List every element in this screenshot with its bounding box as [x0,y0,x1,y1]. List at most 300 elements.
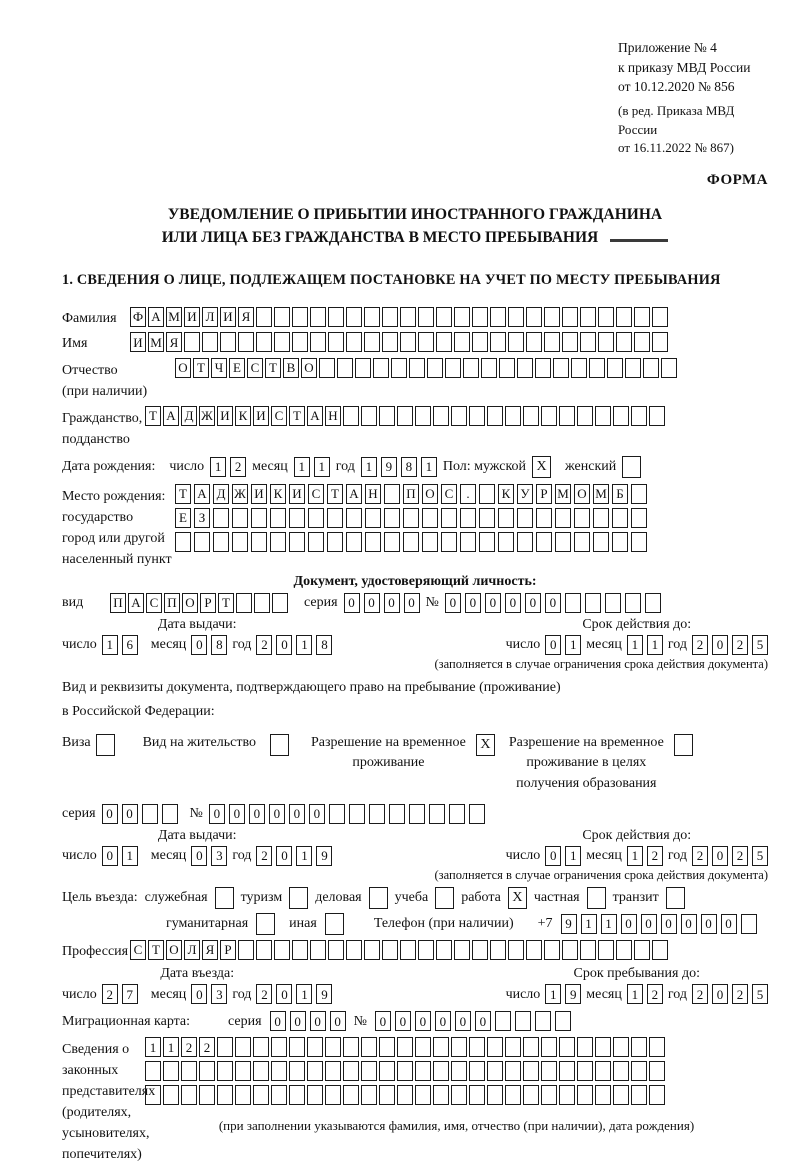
char-cell[interactable] [361,406,377,426]
char-cell[interactable] [487,1085,503,1105]
char-cell[interactable] [544,307,560,327]
char-cell[interactable]: 0 [375,1011,391,1031]
char-cell[interactable]: 0 [712,846,728,866]
phone-cells[interactable] [561,914,757,934]
char-cell[interactable] [349,804,365,824]
char-cell[interactable] [577,406,593,426]
char-cell[interactable] [449,804,465,824]
char-cell[interactable]: О [182,593,198,613]
char-cell[interactable] [346,508,362,528]
char-cell[interactable]: С [130,940,146,960]
char-cell[interactable]: Т [145,406,161,426]
char-cell[interactable] [384,484,400,504]
char-cell[interactable] [308,532,324,552]
char-cell[interactable] [487,1061,503,1081]
char-cell[interactable]: У [517,484,533,504]
char-cell[interactable] [631,508,647,528]
char-cell[interactable]: 2 [732,635,748,655]
purpose-work-checkbox[interactable]: X [508,887,527,909]
char-cell[interactable]: О [301,358,317,378]
char-cell[interactable] [523,1061,539,1081]
char-cell[interactable] [379,1085,395,1105]
char-cell[interactable] [460,508,476,528]
char-cell[interactable]: З [194,508,210,528]
char-cell[interactable]: 0 [191,635,207,655]
char-cell[interactable]: К [235,406,251,426]
char-cell[interactable] [346,307,362,327]
char-cell[interactable] [526,940,542,960]
char-cell[interactable]: И [289,484,305,504]
char-cell[interactable] [498,508,514,528]
char-cell[interactable] [505,406,521,426]
purpose-tourism-checkbox[interactable] [289,887,308,909]
char-cell[interactable]: Я [238,307,254,327]
birth-month-cells[interactable] [294,457,330,477]
residence-expiry-month-cells[interactable] [627,846,663,866]
char-cell[interactable] [451,1061,467,1081]
char-cell[interactable] [271,1085,287,1105]
char-cell[interactable] [469,406,485,426]
char-cell[interactable] [499,358,515,378]
char-cell[interactable]: Я [166,332,182,352]
char-cell[interactable] [580,307,596,327]
char-cell[interactable] [163,1085,179,1105]
char-cell[interactable]: 1 [647,635,663,655]
char-cell[interactable]: 0 [525,593,541,613]
char-cell[interactable]: 0 [435,1011,451,1031]
char-cell[interactable] [577,1085,593,1105]
representatives-cells-row1[interactable] [145,1037,768,1057]
char-cell[interactable] [271,1037,287,1057]
char-cell[interactable] [346,532,362,552]
char-cell[interactable]: 1 [296,635,312,655]
char-cell[interactable] [523,406,539,426]
char-cell[interactable] [498,532,514,552]
char-cell[interactable] [479,484,495,504]
char-cell[interactable]: И [220,307,236,327]
char-cell[interactable] [361,1061,377,1081]
char-cell[interactable]: Т [289,406,305,426]
char-cell[interactable] [574,532,590,552]
char-cell[interactable] [479,532,495,552]
char-cell[interactable] [145,1085,161,1105]
char-cell[interactable] [517,508,533,528]
char-cell[interactable] [553,358,569,378]
char-cell[interactable] [292,940,308,960]
char-cell[interactable] [391,358,407,378]
char-cell[interactable] [364,332,380,352]
char-cell[interactable]: 9 [316,984,332,1004]
char-cell[interactable] [365,532,381,552]
char-cell[interactable] [490,307,506,327]
char-cell[interactable] [613,1061,629,1081]
char-cell[interactable]: М [148,332,164,352]
char-cell[interactable]: Е [229,358,245,378]
char-cell[interactable] [235,1061,251,1081]
char-cell[interactable]: 0 [465,593,481,613]
char-cell[interactable]: 0 [209,804,225,824]
char-cell[interactable] [433,406,449,426]
sex-female-checkbox[interactable] [622,456,641,478]
char-cell[interactable]: 8 [401,457,417,477]
stay-year-cells[interactable] [692,984,768,1004]
char-cell[interactable] [213,532,229,552]
char-cell[interactable] [577,1037,593,1057]
doc-series-cells[interactable] [344,593,420,613]
char-cell[interactable] [505,1061,521,1081]
char-cell[interactable]: 0 [364,593,380,613]
identity-expiry-year-cells[interactable] [692,635,768,655]
char-cell[interactable] [505,1085,521,1105]
char-cell[interactable]: 0 [122,804,138,824]
char-cell[interactable] [369,804,385,824]
char-cell[interactable] [272,593,288,613]
char-cell[interactable]: 0 [191,846,207,866]
char-cell[interactable] [555,1011,571,1031]
char-cell[interactable]: 1 [296,846,312,866]
char-cell[interactable] [162,804,178,824]
char-cell[interactable]: А [163,406,179,426]
char-cell[interactable] [202,332,218,352]
char-cell[interactable] [274,332,290,352]
char-cell[interactable]: О [422,484,438,504]
char-cell[interactable] [643,358,659,378]
char-cell[interactable] [631,406,647,426]
char-cell[interactable]: 8 [211,635,227,655]
char-cell[interactable] [307,1061,323,1081]
char-cell[interactable]: 1 [163,1037,179,1057]
char-cell[interactable]: 2 [647,984,663,1004]
char-cell[interactable]: 0 [395,1011,411,1031]
char-cell[interactable]: 0 [721,914,737,934]
char-cell[interactable] [652,332,668,352]
char-cell[interactable]: Л [184,940,200,960]
char-cell[interactable] [487,406,503,426]
char-cell[interactable] [536,508,552,528]
sex-male-checkbox[interactable]: X [532,456,551,478]
char-cell[interactable]: 0 [475,1011,491,1031]
char-cell[interactable] [562,332,578,352]
char-cell[interactable]: 0 [621,914,637,934]
char-cell[interactable] [661,358,677,378]
char-cell[interactable]: 0 [415,1011,431,1031]
char-cell[interactable] [593,532,609,552]
stay-month-cells[interactable] [627,984,663,1004]
char-cell[interactable]: 5 [752,984,768,1004]
char-cell[interactable] [436,307,452,327]
char-cell[interactable] [541,1037,557,1057]
char-cell[interactable] [544,940,560,960]
char-cell[interactable] [445,358,461,378]
char-cell[interactable]: 0 [485,593,501,613]
char-cell[interactable]: М [555,484,571,504]
char-cell[interactable] [181,1061,197,1081]
char-cell[interactable] [253,1061,269,1081]
char-cell[interactable]: 0 [269,804,285,824]
char-cell[interactable] [580,332,596,352]
char-cell[interactable] [612,532,628,552]
char-cell[interactable] [612,508,628,528]
char-cell[interactable] [649,1085,665,1105]
char-cell[interactable] [397,1085,413,1105]
char-cell[interactable] [308,508,324,528]
char-cell[interactable]: 1 [627,984,643,1004]
char-cell[interactable] [472,307,488,327]
purpose-private-checkbox[interactable] [587,887,606,909]
char-cell[interactable] [329,804,345,824]
char-cell[interactable]: 1 [294,457,310,477]
char-cell[interactable]: Т [265,358,281,378]
char-cell[interactable]: 1 [122,846,138,866]
residence-issue-month-cells[interactable] [191,846,227,866]
identity-expiry-month-cells[interactable] [627,635,663,655]
char-cell[interactable] [454,332,470,352]
char-cell[interactable]: И [130,332,146,352]
char-cell[interactable] [631,484,647,504]
char-cell[interactable] [571,358,587,378]
char-cell[interactable] [565,593,581,613]
char-cell[interactable] [517,358,533,378]
char-cell[interactable] [436,940,452,960]
char-cell[interactable] [403,532,419,552]
char-cell[interactable]: 0 [545,593,561,613]
char-cell[interactable] [436,332,452,352]
char-cell[interactable] [508,940,524,960]
char-cell[interactable] [429,804,445,824]
char-cell[interactable]: Т [327,484,343,504]
char-cell[interactable] [382,332,398,352]
char-cell[interactable] [343,1061,359,1081]
char-cell[interactable] [403,508,419,528]
char-cell[interactable] [217,1061,233,1081]
char-cell[interactable]: 0 [712,635,728,655]
char-cell[interactable]: 0 [505,593,521,613]
char-cell[interactable]: 9 [316,846,332,866]
char-cell[interactable]: 0 [545,846,561,866]
char-cell[interactable] [365,508,381,528]
char-cell[interactable] [325,1061,341,1081]
char-cell[interactable] [292,332,308,352]
char-cell[interactable]: О [166,940,182,960]
char-cell[interactable] [217,1085,233,1105]
char-cell[interactable] [217,1037,233,1057]
char-cell[interactable] [479,508,495,528]
char-cell[interactable] [400,940,416,960]
char-cell[interactable] [451,406,467,426]
residence-permit-checkbox[interactable] [270,734,289,756]
char-cell[interactable] [541,1085,557,1105]
char-cell[interactable]: С [247,358,263,378]
char-cell[interactable]: 0 [102,804,118,824]
char-cell[interactable]: 7 [122,984,138,1004]
char-cell[interactable] [289,1085,305,1105]
char-cell[interactable] [495,1011,511,1031]
char-cell[interactable]: 2 [732,984,748,1004]
char-cell[interactable] [382,307,398,327]
char-cell[interactable] [454,940,470,960]
char-cell[interactable] [328,332,344,352]
char-cell[interactable] [292,307,308,327]
char-cell[interactable]: 1 [361,457,377,477]
char-cell[interactable] [595,1037,611,1057]
char-cell[interactable] [625,358,641,378]
stay-day-cells[interactable] [545,984,581,1004]
char-cell[interactable] [289,508,305,528]
entry-month-cells[interactable] [191,984,227,1004]
char-cell[interactable] [253,1085,269,1105]
char-cell[interactable]: 2 [256,635,272,655]
char-cell[interactable] [595,406,611,426]
char-cell[interactable]: 0 [445,593,461,613]
doc-number-cells[interactable] [445,593,661,613]
char-cell[interactable] [515,1011,531,1031]
char-cell[interactable] [346,940,362,960]
char-cell[interactable]: И [217,406,233,426]
char-cell[interactable]: П [403,484,419,504]
char-cell[interactable]: Т [175,484,191,504]
char-cell[interactable] [194,532,210,552]
char-cell[interactable] [235,1085,251,1105]
char-cell[interactable] [607,358,623,378]
char-cell[interactable]: 1 [627,846,643,866]
char-cell[interactable] [555,532,571,552]
char-cell[interactable] [433,1061,449,1081]
char-cell[interactable] [469,1061,485,1081]
char-cell[interactable]: А [128,593,144,613]
char-cell[interactable] [616,307,632,327]
representatives-cells-row2[interactable] [145,1061,768,1081]
char-cell[interactable] [598,940,614,960]
char-cell[interactable] [577,1061,593,1081]
char-cell[interactable]: С [308,484,324,504]
char-cell[interactable] [271,1061,287,1081]
char-cell[interactable]: 1 [581,914,597,934]
char-cell[interactable] [415,1061,431,1081]
char-cell[interactable] [238,940,254,960]
char-cell[interactable]: П [164,593,180,613]
char-cell[interactable] [598,332,614,352]
char-cell[interactable] [441,532,457,552]
char-cell[interactable] [469,1085,485,1105]
char-cell[interactable] [310,307,326,327]
char-cell[interactable]: 1 [545,984,561,1004]
char-cell[interactable] [451,1037,467,1057]
char-cell[interactable] [427,358,443,378]
char-cell[interactable] [343,1037,359,1057]
char-cell[interactable] [541,1061,557,1081]
char-cell[interactable]: Р [220,940,236,960]
migration-number-cells[interactable] [375,1011,571,1031]
char-cell[interactable]: А [346,484,362,504]
char-cell[interactable]: 2 [647,846,663,866]
char-cell[interactable]: Е [175,508,191,528]
char-cell[interactable] [559,1061,575,1081]
char-cell[interactable] [634,307,650,327]
char-cell[interactable]: О [175,358,191,378]
char-cell[interactable]: 5 [752,635,768,655]
patronymic-cells[interactable] [175,358,677,378]
char-cell[interactable] [232,508,248,528]
char-cell[interactable] [181,1085,197,1105]
char-cell[interactable] [593,508,609,528]
char-cell[interactable]: Д [213,484,229,504]
char-cell[interactable]: 3 [211,846,227,866]
char-cell[interactable] [253,1037,269,1057]
char-cell[interactable]: 0 [384,593,400,613]
char-cell[interactable] [613,406,629,426]
char-cell[interactable] [631,1061,647,1081]
char-cell[interactable] [454,307,470,327]
char-cell[interactable] [649,406,665,426]
char-cell[interactable] [415,406,431,426]
char-cell[interactable] [379,1061,395,1081]
char-cell[interactable] [251,508,267,528]
char-cell[interactable] [343,406,359,426]
char-cell[interactable]: 0 [641,914,657,934]
char-cell[interactable]: Ф [130,307,146,327]
char-cell[interactable]: 0 [289,804,305,824]
char-cell[interactable] [310,332,326,352]
char-cell[interactable] [526,307,542,327]
char-cell[interactable] [325,1085,341,1105]
char-cell[interactable] [397,1061,413,1081]
char-cell[interactable] [433,1085,449,1105]
citizenship-cells[interactable] [145,406,665,426]
char-cell[interactable] [541,406,557,426]
char-cell[interactable] [397,1037,413,1057]
char-cell[interactable] [415,1037,431,1057]
char-cell[interactable] [605,593,621,613]
char-cell[interactable]: Т [193,358,209,378]
char-cell[interactable] [544,332,560,352]
char-cell[interactable]: Н [365,484,381,504]
char-cell[interactable] [634,940,650,960]
char-cell[interactable] [616,332,632,352]
char-cell[interactable] [595,1061,611,1081]
char-cell[interactable]: Т [218,593,234,613]
char-cell[interactable]: А [194,484,210,504]
char-cell[interactable] [595,1085,611,1105]
char-cell[interactable]: 1 [421,457,437,477]
char-cell[interactable] [397,406,413,426]
char-cell[interactable]: 0 [191,984,207,1004]
char-cell[interactable] [469,804,485,824]
char-cell[interactable]: 1 [627,635,643,655]
char-cell[interactable] [472,332,488,352]
char-cell[interactable]: 0 [545,635,561,655]
birth-place-cells-row1[interactable] [175,484,647,504]
residence-series-cells[interactable] [102,804,178,824]
char-cell[interactable]: Ж [232,484,248,504]
char-cell[interactable] [422,508,438,528]
char-cell[interactable]: 9 [381,457,397,477]
char-cell[interactable] [652,940,668,960]
char-cell[interactable] [361,1037,377,1057]
char-cell[interactable] [508,332,524,352]
char-cell[interactable]: 6 [122,635,138,655]
char-cell[interactable] [175,532,191,552]
char-cell[interactable] [415,1085,431,1105]
char-cell[interactable] [256,332,272,352]
char-cell[interactable]: 0 [276,984,292,1004]
given-name-cells[interactable] [130,332,668,352]
char-cell[interactable]: Б [612,484,628,504]
char-cell[interactable] [382,940,398,960]
char-cell[interactable]: 5 [752,846,768,866]
char-cell[interactable]: 2 [732,846,748,866]
char-cell[interactable]: 0 [290,1011,306,1031]
char-cell[interactable] [328,940,344,960]
